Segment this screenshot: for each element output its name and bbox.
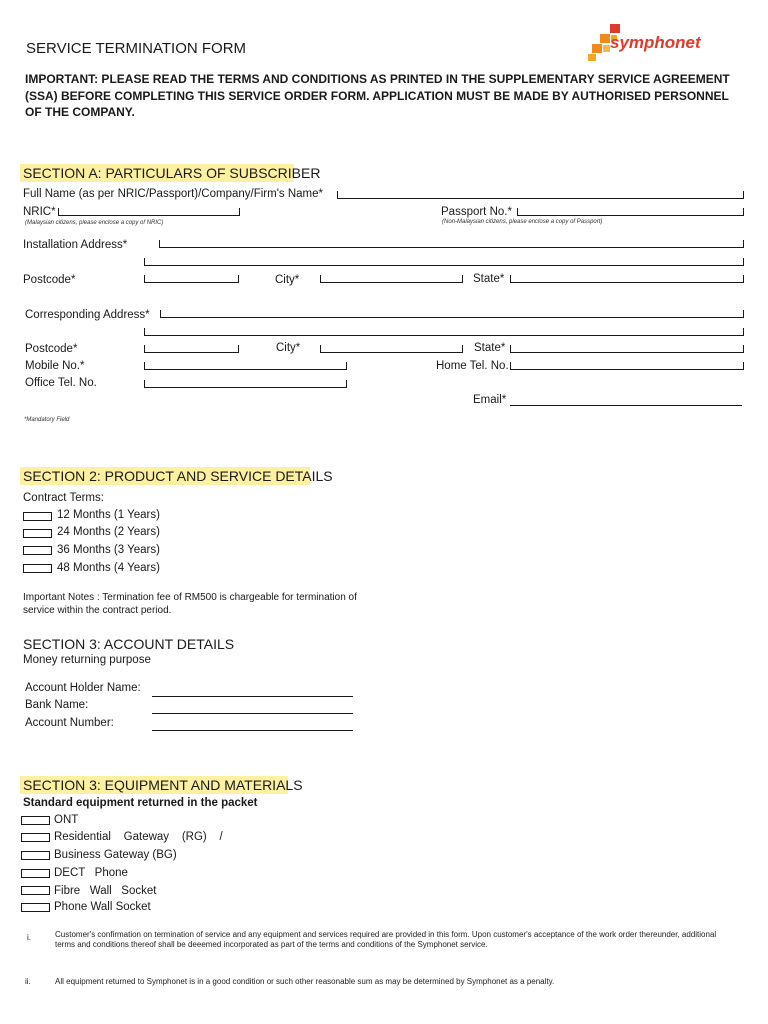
mandatory-note: *Mandatory Field — [24, 417, 70, 423]
bank-name-label: Bank Name: — [25, 699, 89, 711]
section-2-title: SECTION 2: PRODUCT AND SERVICE DETAILS — [23, 468, 333, 484]
footer-note-2-text: All equipment returned to Symphonet is in a good condition or such other reasonable sum as may be determined by Symphonet as a penalty. — [55, 977, 555, 986]
corresponding-address-label: Corresponding Address* — [25, 309, 150, 321]
account-number-field[interactable] — [152, 730, 353, 731]
section-a-title: SECTION A: PARTICULARS OF SUBSCRIBER — [23, 165, 321, 181]
postcode-field-2[interactable] — [144, 345, 239, 353]
footer-note-1-marker: i. — [27, 933, 31, 942]
footer-note-1-text: Customer's confirmation on termination of service and any equipment and services required are provided in this form. Upon customer's acceptance of the work order thereunder, additional terms and conditions thereof shall be deeemed incorporated as part of the terms and conditions of the Symphonet service. — [55, 930, 717, 949]
passport-field[interactable] — [517, 208, 744, 216]
account-holder-label: Account Holder Name: — [25, 682, 141, 694]
section-3-equipment-title: SECTION 3: EQUIPMENT AND MATERIALS — [23, 777, 303, 793]
email-field[interactable] — [510, 405, 742, 406]
equipment-checkbox-fibre[interactable] — [21, 886, 50, 895]
equipment-subtitle: Standard equipment returned in the packet — [23, 797, 258, 809]
important-notice: IMPORTANT: PLEASE READ THE TERMS AND CONDITIONS AS PRINTED IN THE SUPPLEMENTARY SERVICE AGREEMENT (SSA) BEFORE COMPLETING THIS SERVICE ORDER FORM. APPLICATION MUST BE MADE BY AUTHORISED PERSONNEL OF THE COMPANY. — [25, 72, 730, 119]
contract-option-36: 36 Months (3 Years) — [57, 544, 160, 556]
contract-checkbox-24[interactable] — [23, 529, 52, 538]
corresponding-address-field-2[interactable] — [144, 328, 744, 336]
contract-option-24: 24 Months (2 Years) — [57, 526, 160, 538]
state-label-1: State* — [473, 273, 505, 285]
corresponding-address-field-1[interactable] — [160, 310, 744, 318]
nric-note: (Malaysian citizens, please enclose a copy of NRIC) — [25, 220, 164, 226]
postcode-label-1: Postcode* — [23, 274, 76, 286]
state-field-2[interactable] — [510, 345, 744, 353]
postcode-field-1[interactable] — [144, 275, 239, 283]
installation-address-field-2[interactable] — [144, 258, 744, 266]
account-holder-field[interactable] — [152, 696, 353, 697]
full-name-field[interactable] — [337, 191, 744, 199]
nric-label: NRIC* — [23, 206, 56, 218]
state-field-1[interactable] — [510, 275, 744, 283]
contract-option-48: 48 Months (4 Years) — [57, 562, 160, 574]
form-title: SERVICE TERMINATION FORM — [26, 40, 247, 57]
logo-text: symphonet — [610, 33, 701, 52]
equipment-checkbox-phone-socket[interactable] — [21, 903, 50, 912]
equipment-item-fibre: Fibre Wall Socket — [54, 885, 157, 897]
passport-note: (Non-Malaysian citizens, please enclose a copy of Passport) — [442, 219, 603, 225]
contract-option-12: 12 Months (1 Years) — [57, 509, 160, 521]
home-tel-field[interactable] — [510, 362, 744, 370]
symphonet-logo — [586, 22, 746, 64]
section-3-account-title: SECTION 3: ACCOUNT DETAILS — [23, 636, 235, 652]
mobile-field[interactable] — [144, 362, 347, 370]
important-notes-line-1: Important Notes : Termination fee of RM500 is chargeable for termination of — [23, 592, 357, 603]
office-tel-label: Office Tel. No. — [25, 377, 97, 389]
equipment-checkbox-rg[interactable] — [21, 833, 50, 842]
city-label-2: City* — [276, 342, 301, 354]
postcode-label-2: Postcode* — [25, 343, 78, 355]
office-tel-field[interactable] — [144, 380, 347, 388]
city-field-2[interactable] — [320, 345, 463, 353]
contract-checkbox-12[interactable] — [23, 512, 52, 521]
city-field-1[interactable] — [320, 275, 463, 283]
important-notes-line-2: service within the contract period. — [23, 605, 172, 616]
nric-field[interactable] — [58, 208, 240, 216]
equipment-checkbox-bg[interactable] — [21, 851, 50, 860]
equipment-checkbox-ont[interactable] — [21, 816, 50, 825]
contract-terms-label: Contract Terms: — [23, 492, 104, 504]
state-label-2: State* — [474, 342, 506, 354]
email-label: Email* — [473, 394, 507, 406]
account-number-label: Account Number: — [25, 717, 114, 729]
equipment-item-ont: ONT — [54, 814, 79, 826]
account-subtitle: Money returning purpose — [23, 654, 151, 666]
full-name-label: Full Name (as per NRIC/Passport)/Company/Firm's Name* — [23, 188, 323, 200]
passport-label: Passport No.* — [441, 206, 512, 218]
contract-checkbox-48[interactable] — [23, 564, 52, 573]
equipment-item-bg: Business Gateway (BG) — [54, 849, 177, 861]
city-label-1: City* — [275, 274, 300, 286]
bank-name-field[interactable] — [152, 713, 353, 714]
contract-checkbox-36[interactable] — [23, 546, 52, 555]
equipment-item-phone-socket: Phone Wall Socket — [54, 901, 151, 913]
installation-address-label: Installation Address* — [23, 239, 128, 251]
home-tel-label: Home Tel. No. — [436, 360, 509, 372]
installation-address-field-1[interactable] — [159, 240, 744, 248]
mobile-label: Mobile No.* — [25, 360, 85, 372]
footer-note-2-marker: ii. — [25, 977, 31, 986]
equipment-item-rg: Residential Gateway (RG) / — [54, 831, 223, 843]
equipment-checkbox-dect[interactable] — [21, 869, 50, 878]
equipment-item-dect: DECT Phone — [54, 867, 128, 879]
